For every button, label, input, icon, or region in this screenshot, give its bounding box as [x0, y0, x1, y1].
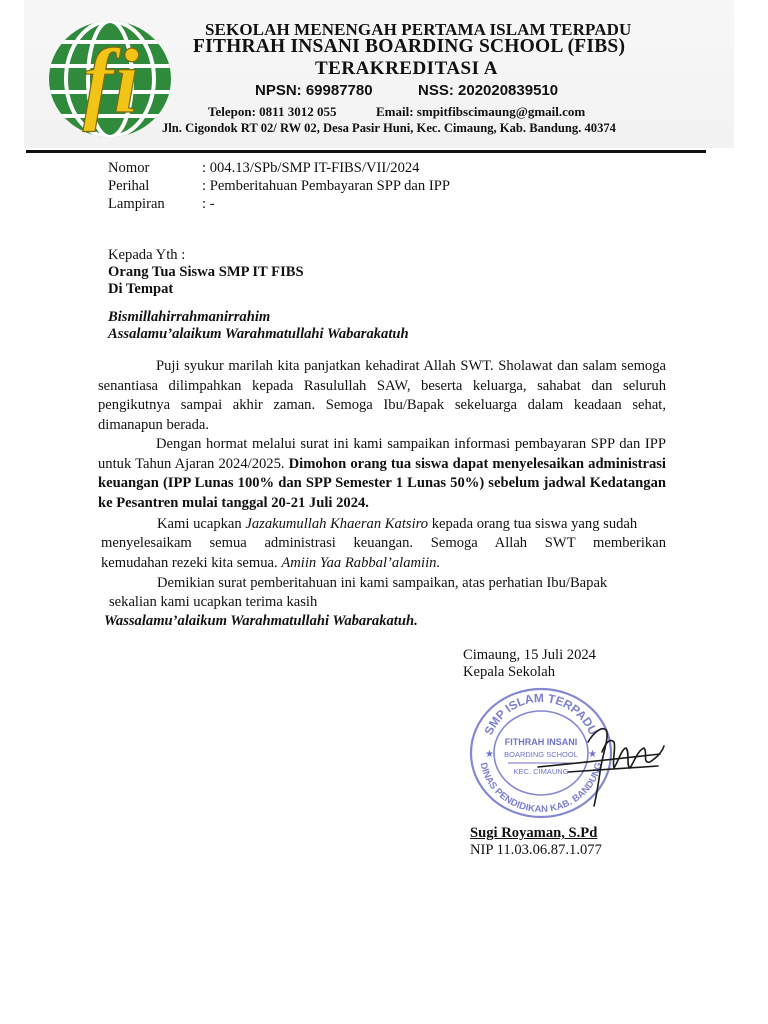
- meta-value: : 004.13/SPb/SMP IT-FIBS/VII/2024: [202, 160, 420, 176]
- school-logo: [48, 20, 172, 138]
- recipient-intro: Kepada Yth :: [108, 247, 186, 263]
- meta-label: Perihal: [108, 178, 150, 194]
- nss: NSS: 202020839510: [418, 82, 559, 99]
- svg-text:DINAS PENDIDIKAN KAB. BANDUNG: DINAS PENDIDIKAN KAB. BANDUNG: [477, 761, 605, 816]
- signer-position: Kepala Sekolah: [463, 664, 555, 680]
- letterhead-divider: [26, 150, 706, 153]
- paragraph-payment-info: [98, 435, 666, 513]
- recipient-place: Di Tempat: [108, 281, 174, 297]
- thanks-line-2: menyelesaikam semua administrasi keuangan. Semoga Allah SWT memberikan: [101, 535, 666, 551]
- meta-value: : -: [202, 196, 215, 212]
- phone: Telepon: 0811 3012 055: [208, 104, 337, 119]
- registration-numbers: [255, 82, 559, 99]
- svg-text:FITHRAH INSANI: FITHRAH INSANI: [504, 737, 578, 747]
- basmalah: Bismillahirrahmanirrahim: [108, 309, 271, 325]
- meta-value: : Pemberitahuan Pembayaran SPP dan IPP: [202, 178, 450, 194]
- svg-text:BOARDING SCHOOL: BOARDING SCHOOL: [504, 750, 578, 759]
- paragraph-opening: Puji syukur marilah kita panjatkan kehadirat Allah SWT. Sholawat dan salam semoga senantiasa dilimpahkan kepada Rasulullah SAW, beserta keluarga, sahabat dan seluruh pengikutnya sampai akhir zaman. Semoga Ibu/Bapak sekeluarga dalam keadaan sehat, dimanapun berada.: [98, 358, 666, 433]
- svg-text:SMP ISLAM TERPADU: SMP ISLAM TERPADU: [481, 690, 601, 738]
- email: Email: smpitfibscimaung@gmail.com: [376, 104, 586, 119]
- thanks-text-b: kepada orang tua siswa yang sudah: [431, 516, 638, 532]
- thanks-line-1: [157, 516, 637, 533]
- opening-salam: Assalamu’alaikum Warahmatullahi Wabarakatuh: [108, 326, 409, 342]
- meta-label: Lampiran: [108, 196, 165, 212]
- thanks-text-a: Kami ucapkan: [157, 516, 242, 532]
- svg-text:★: ★: [588, 749, 597, 760]
- meta-label: Nomor: [108, 160, 150, 176]
- npsn: NPSN: 69987780: [255, 82, 373, 99]
- svg-text:KEC. CIMAUNG: KEC. CIMAUNG: [513, 767, 569, 776]
- payment-deadline-notice: Dimohon orang tua siswa dapat menyelesaikan administrasi keuangan (IPP Lunas 100% dan SPP Semester 1 Lunas 50%) sebelum jadwal Kedatangan ke Pesantren mulai tanggal 20-21 Juli 2024.: [98, 455, 666, 511]
- signer-nip: NIP 11.03.06.87.1.077: [470, 842, 602, 858]
- school-name: FITHRAH INSANI BOARDING SCHOOL (FIBS): [193, 36, 626, 57]
- thanks-line-3: [101, 555, 440, 572]
- svg-text:fi: fi: [82, 30, 140, 132]
- school-level-line: SEKOLAH MENENGAH PERTAMA ISLAM TERPADU: [205, 20, 632, 39]
- contact-line: [208, 104, 586, 120]
- thanks-text-c: kemudahan rezeki kita semua.: [101, 555, 278, 571]
- place-date: Cimaung, 15 Juli 2024: [463, 647, 596, 663]
- closing-line-1: Demikian surat pemberitahuan ini kami sampaikan, atas perhatian Ibu/Bapak: [157, 575, 608, 591]
- handwritten-signature: [528, 712, 666, 808]
- address: Jln. Cigondok RT 02/ RW 02, Desa Pasir Huni, Kec. Cimaung, Kab. Bandung. 40374: [162, 121, 616, 135]
- payment-info-text: Dengan hormat melalui surat ini kami sampaikan informasi pembayaran SPP dan IPP untuk Tahun Ajaran 2024/2025.: [98, 436, 666, 472]
- closing-line-2: sekalian kami ucapkan terima kasih: [109, 594, 318, 610]
- closing-salam: Wassalamu’alaikum Warahmatullahi Wabarakatuh.: [104, 613, 418, 629]
- recipient-name: Orang Tua Siswa SMP IT FIBS: [108, 264, 304, 280]
- accreditation: TERAKREDITASI A: [315, 58, 498, 79]
- svg-text:★: ★: [485, 749, 494, 760]
- amin: Amiin Yaa Rabbal’alamiin.: [281, 555, 441, 571]
- signer-name: Sugi Royaman, S.Pd: [470, 825, 598, 841]
- thanks-prayer: Jazakumullah Khaeran Katsiro: [245, 516, 429, 532]
